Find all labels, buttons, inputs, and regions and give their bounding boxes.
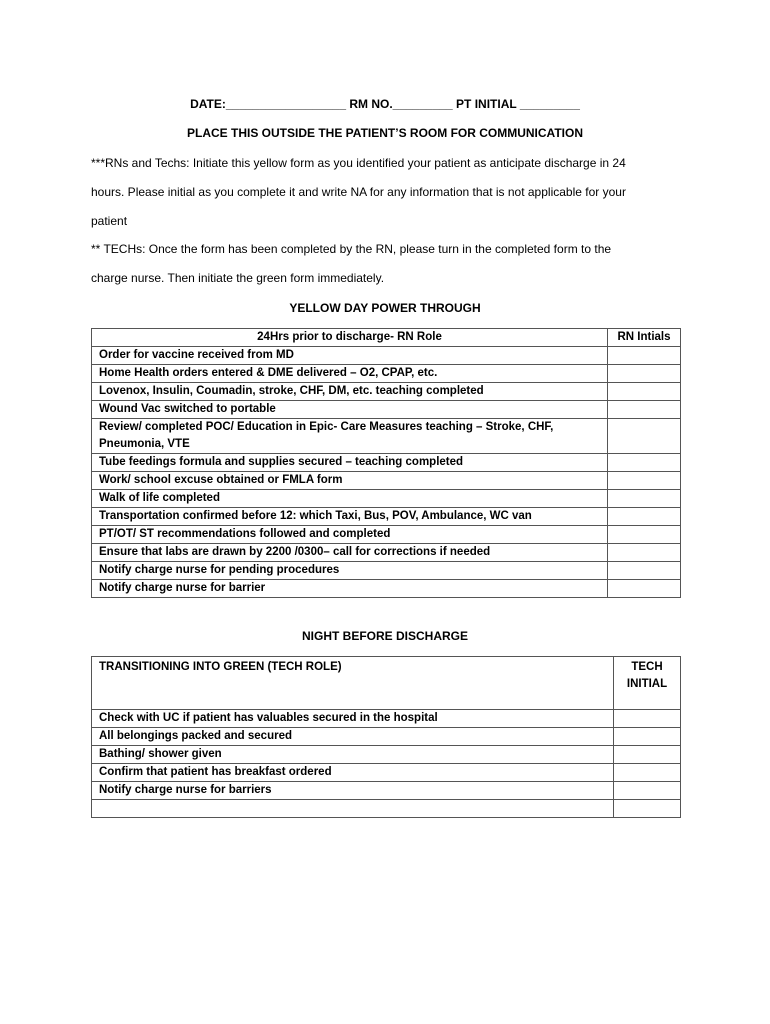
instruction-line: ** TECHs: Once the form has been completed by the RN, please turn in the completed form to the <box>91 242 612 256</box>
page-title: PLACE THIS OUTSIDE THE PATIENT’S ROOM FOR COMMUNICATION <box>187 126 583 140</box>
task-cell: Notify charge nurse for pending procedures <box>92 562 608 580</box>
initials-cell[interactable] <box>608 347 681 365</box>
task-cell: Notify charge nurse for barriers <box>92 782 614 800</box>
task-cell: Transportation confirmed before 12: which Taxi, Bus, POV, Ambulance, WC van <box>92 508 608 526</box>
table-row <box>92 562 681 580</box>
initials-cell[interactable] <box>614 764 681 782</box>
initials-cell[interactable] <box>614 746 681 764</box>
rn-checklist-table <box>91 328 681 598</box>
task-cell: Check with UC if patient has valuables secured in the hospital <box>92 710 614 728</box>
table-row <box>92 710 681 728</box>
instruction-line: charge nurse. Then initiate the green form immediately. <box>91 271 385 285</box>
initials-cell[interactable] <box>608 508 681 526</box>
initials-cell[interactable] <box>608 526 681 544</box>
initials-cell[interactable] <box>608 419 681 454</box>
section-heading-night: NIGHT BEFORE DISCHARGE <box>301 629 468 643</box>
task-cell: Order for vaccine received from MD <box>92 347 608 365</box>
table-header-row <box>92 657 681 710</box>
initials-cell[interactable] <box>614 710 681 728</box>
column-header-task: TRANSITIONING INTO GREEN (TECH ROLE) <box>92 657 614 710</box>
task-line: Pneumonia, VTE <box>99 438 190 450</box>
task-cell: Confirm that patient has breakfast ordered <box>92 764 614 782</box>
instruction-line: hours. Please initial as you complete it and write NA for any information that is not applicable for your <box>91 185 626 199</box>
tech-checklist-table <box>91 656 681 818</box>
task-cell <box>92 800 614 818</box>
initials-cell[interactable] <box>608 544 681 562</box>
table-row <box>92 746 681 764</box>
instruction-line: patient <box>91 214 128 228</box>
table-row <box>92 728 681 746</box>
column-header-initials-line: INITIAL <box>626 678 668 690</box>
task-cell: Lovenox, Insulin, Coumadin, stroke, CHF, DM, etc. teaching completed <box>92 383 608 401</box>
column-header-initials-line: TECH <box>631 661 663 673</box>
initials-cell[interactable] <box>608 454 681 472</box>
initials-cell[interactable] <box>608 383 681 401</box>
task-cell: Work/ school excuse obtained or FMLA form <box>92 472 608 490</box>
table-row <box>92 782 681 800</box>
table-row <box>92 544 681 562</box>
instruction-line: ***RNs and Techs: Initiate this yellow form as you identified your patient as anticipate discharge in 24 <box>91 156 626 170</box>
initials-cell[interactable] <box>608 472 681 490</box>
task-cell: Notify charge nurse for barrier <box>92 580 608 598</box>
table-row <box>92 508 681 526</box>
table-row <box>92 764 681 782</box>
initials-cell[interactable] <box>614 728 681 746</box>
initials-cell[interactable] <box>614 782 681 800</box>
initials-cell[interactable] <box>608 580 681 598</box>
table-row <box>92 800 681 818</box>
task-cell: Ensure that labs are drawn by 2200 /0300– call for corrections if needed <box>92 544 608 562</box>
table-row <box>92 580 681 598</box>
initials-cell[interactable] <box>608 401 681 419</box>
task-cell: Home Health orders entered & DME delivered – O2, CPAP, etc. <box>92 365 608 383</box>
initials-cell[interactable] <box>608 490 681 508</box>
table-row <box>92 365 681 383</box>
task-cell: PT/OT/ ST recommendations followed and completed <box>92 526 608 544</box>
table-row <box>92 419 681 454</box>
table-row <box>92 347 681 365</box>
column-header-initials <box>614 657 681 710</box>
table-row <box>92 472 681 490</box>
section-heading-yellow: YELLOW DAY POWER THROUGH <box>289 301 481 315</box>
column-header-task: 24Hrs prior to discharge- RN Role <box>92 329 608 347</box>
initials-cell[interactable] <box>608 562 681 580</box>
initials-cell[interactable] <box>608 365 681 383</box>
table-header-row <box>92 329 681 347</box>
table-row <box>92 454 681 472</box>
table-row <box>92 383 681 401</box>
column-header-initials: RN Intials <box>608 329 681 347</box>
header-line: DATE:__________________ RM NO._________ PT INITIAL _________ <box>190 97 580 111</box>
task-cell: Tube feedings formula and supplies secured – teaching completed <box>92 454 608 472</box>
task-line: Review/ completed POC/ Education in Epic- Care Measures teaching – Stroke, CHF, <box>99 421 554 433</box>
initials-cell[interactable] <box>614 800 681 818</box>
table-row <box>92 526 681 544</box>
task-cell <box>92 419 608 454</box>
task-cell: Walk of life completed <box>92 490 608 508</box>
task-cell: Bathing/ shower given <box>92 746 614 764</box>
table-row <box>92 490 681 508</box>
task-cell: Wound Vac switched to portable <box>92 401 608 419</box>
task-cell: All belongings packed and secured <box>92 728 614 746</box>
table-row <box>92 401 681 419</box>
